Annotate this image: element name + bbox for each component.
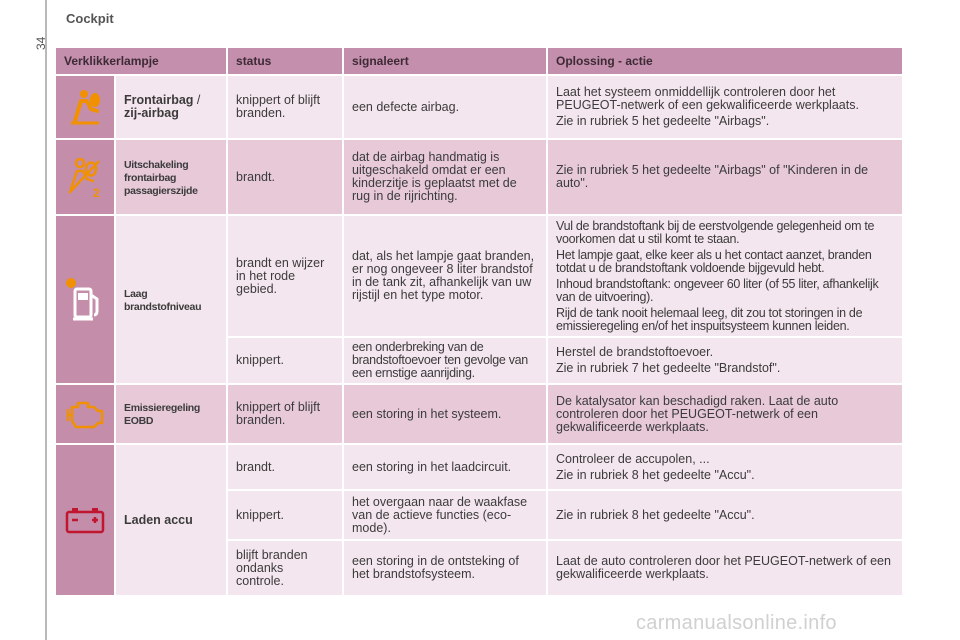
status-cell: knippert of blijft branden. [228, 76, 344, 138]
signal-cell: een defecte airbag. [344, 76, 548, 138]
warning-lamp-table [56, 46, 902, 597]
airbag-icon [65, 87, 105, 127]
action-text: Rijd de tank nooit helemaal leeg, dit zou tot storingen in de emissieregeling en/of het inspuitsysteem kunnen leiden. [556, 305, 863, 333]
action-cell [548, 385, 902, 443]
signal-cell: het overgaan naar de waakfase van de actieve functies (eco-mode). [344, 491, 548, 539]
action-text: Zie in rubriek 8 het gedeelte "Accu". [556, 507, 755, 522]
action-text: Zie in rubriek 8 het gedeelte "Accu". [556, 467, 755, 482]
lamp-name-line2: zij-airbag [124, 106, 179, 120]
action-text: Inhoud brandstoftank: ongeveer 60 liter (of 55 liter, afhankelijk van de uitvoering). [556, 276, 879, 304]
lamp-name-suffix: / [193, 93, 201, 107]
engine-icon [62, 397, 108, 431]
icon-cell [56, 140, 116, 214]
passenger-airbag-off-icon [63, 155, 107, 199]
table-header-row [56, 48, 902, 74]
lamp-name: Laag brandstofniveau [124, 287, 202, 313]
status-cell: knippert. [228, 338, 344, 383]
table-row [56, 76, 902, 138]
action-cell [548, 76, 902, 138]
table-row [56, 385, 902, 443]
lamp-name: Laden accu [124, 512, 193, 527]
table-row [56, 140, 902, 214]
action-cell [548, 338, 902, 383]
header-lamp: Verklikkerlampje [56, 48, 228, 74]
status-cell: knippert of blijft branden. [228, 385, 344, 443]
icon-cell [56, 76, 116, 138]
header-status: status [228, 48, 344, 74]
table-row [56, 216, 902, 336]
watermark: carmanualsonline.info [636, 612, 837, 634]
action-cell [548, 491, 902, 539]
fuel-pump-icon [63, 275, 107, 325]
svg-text:2: 2 [93, 186, 100, 199]
icon-cell [56, 216, 116, 383]
page-side-bar [45, 0, 47, 640]
action-text: De katalysator kan beschadigd raken. Laat de auto controleren door het PEUGEOT-netwerk of een gekwalificeerde werkplaats. [556, 393, 839, 434]
lamp-name-cell [116, 140, 228, 214]
battery-icon [64, 505, 106, 535]
signal-cell: een onderbreking van de brandstoftoevoer ten gevolge van een ernstige aanrijding. [344, 338, 548, 383]
status-cell: brandt. [228, 140, 344, 214]
signal-cell: een storing in het laadcircuit. [344, 445, 548, 489]
lamp-name-cell [116, 385, 228, 443]
header-signal: signaleert [344, 48, 548, 74]
action-text: Zie in rubriek 5 het gedeelte "Airbags" of "Kinderen in de auto". [556, 163, 869, 190]
action-cell [548, 445, 902, 489]
action-cell [548, 140, 902, 214]
table-row [56, 445, 902, 489]
status-cell: knippert. [228, 491, 344, 539]
lamp-name: Frontairbag [124, 93, 194, 107]
status-cell: brandt en wijzer in het rode gebied. [228, 216, 344, 336]
action-text: Laat de auto controleren door het PEUGEOT-netwerk of een gekwalificeerde werkplaats. [556, 554, 891, 581]
action-text: Controleer de accupolen, ... [556, 451, 710, 466]
lamp-name: Emissieregeling EOBD [124, 402, 201, 427]
action-text: Zie in rubriek 7 het gedeelte "Brandstof". [556, 361, 781, 375]
icon-cell [56, 385, 116, 443]
header-action: Oplossing - actie [548, 48, 902, 74]
signal-cell: een storing in het systeem. [344, 385, 548, 443]
action-cell [548, 541, 902, 595]
lamp-name-cell [116, 445, 228, 595]
lamp-name: Uitschakeling frontairbag passagierszijde [124, 158, 198, 197]
signal-cell: dat, als het lampje gaat branden, er nog ongeveer 8 liter brandstof in de tank zit, afhankelijk van uw rijstijl en het type motor. [344, 216, 548, 336]
icon-cell [56, 445, 116, 595]
lamp-name-cell [116, 216, 228, 383]
action-cell [548, 216, 902, 336]
status-cell: blijft branden ondanks controle. [228, 541, 344, 595]
lamp-name-cell [116, 76, 228, 138]
signal-cell: een storing in de ontsteking of het brandstofsysteem. [344, 541, 548, 595]
action-text: Laat het systeem onmiddellijk controleren door het PEUGEOT-netwerk of een gekwalificeerde werkplaats. [556, 85, 859, 112]
status-cell: brandt. [228, 445, 344, 489]
page-number: 34 [34, 36, 48, 50]
action-text: Zie in rubriek 5 het gedeelte "Airbags". [556, 114, 770, 128]
action-text: Herstel de brandstoftoevoer. [556, 345, 714, 359]
action-text: Vul de brandstoftank bij de eerstvolgende gelegenheid om te voorkomen dat u stil komt te staan. [556, 218, 875, 246]
action-text: Het lampje gaat, elke keer als u het contact aanzet, branden totdat u de brandstoftank voldoende bijgevuld hebt. [556, 247, 872, 275]
section-title: Cockpit [66, 11, 114, 26]
signal-cell: dat de airbag handmatig is uitgeschakeld omdat er een kinderzitje is geplaatst met de rug in de rijrichting. [344, 140, 548, 214]
